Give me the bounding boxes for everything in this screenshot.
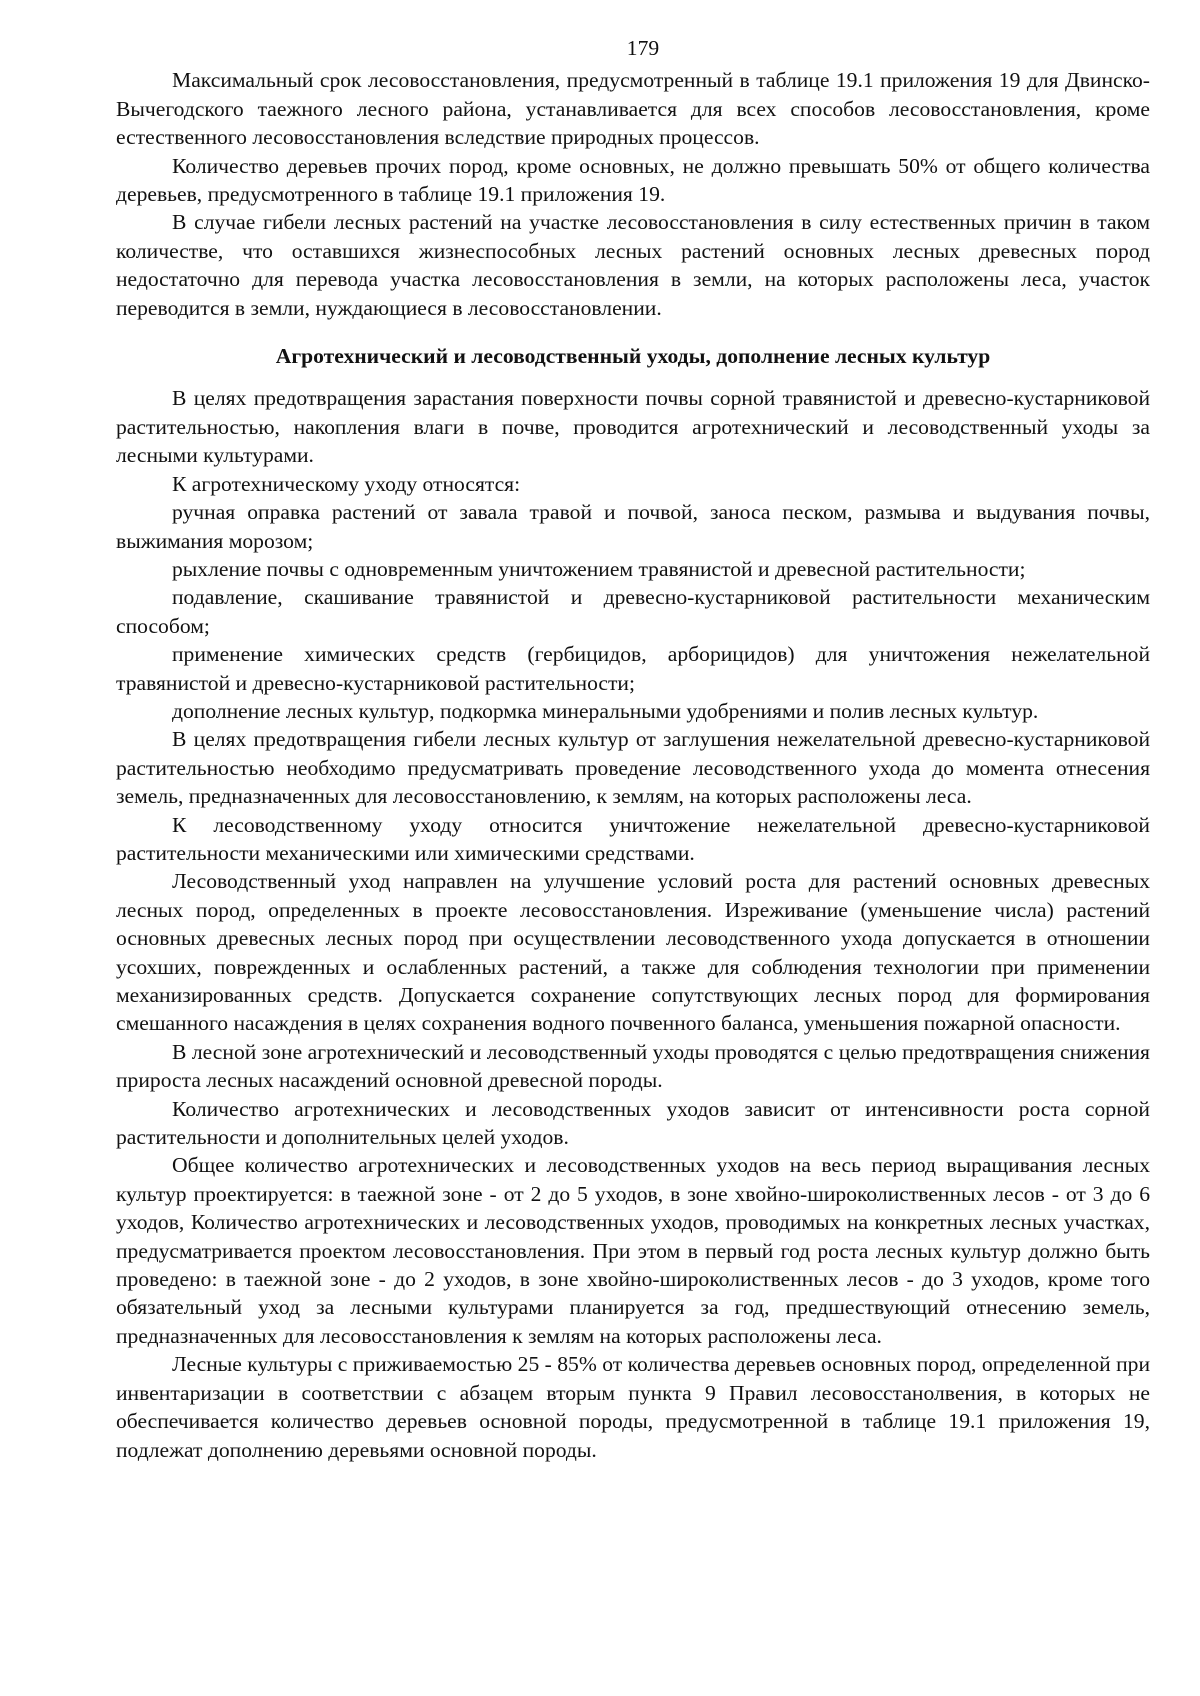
paragraph: Общее количество агротехнических и лесоводственных уходов на весь период выращивания лесных культур проектируется: в таежной зоне - от 2 до 5 уходов, в зоне хвойно-широколиственных лесов - от 3 до 6 уходов, Количество агротехнических и лесоводственных уходов, проводимых на конкретных лесных участках, предусматривается проектом лесовосстановления. При этом в первый год роста лесных культур должно быть проведено: в таежной зоне - до 2 уходов, в зоне хвойно-широколиственных лесов - до 3 уходов, кроме того обязательный уход за лесными культурами планируется за год, предшествующий отнесению земель, предназначенных для лесовосстановления к землям на которых расположены леса. bbox=[116, 1153, 1150, 1348]
paragraph: Количество деревьев прочих пород, кроме основных, не должно превышать 50% от общего количества деревьев, предусмотренного в таблице 19.1 приложения 19. bbox=[116, 153, 1150, 207]
list-item: ручная оправка растений от завала травой и почвой, заноса песком, размыва и выдувания почвы, выжимания морозом; bbox=[116, 500, 1150, 553]
paragraph: В лесной зоне агротехнический и лесоводственный уходы проводятся с целью предотвращения снижения прироста лесных насаждений основной древесной породы. bbox=[116, 1039, 1150, 1093]
list-item: дополнение лесных культур, подкормка минеральными удобрениями и полив лесных культур. bbox=[172, 698, 1039, 723]
paragraph: К лесоводственному уходу относится уничтожение нежелательной древесно-кустарниковой растительности механическими или химическими средствами. bbox=[116, 812, 1150, 865]
paragraph: Максимальный срок лесовосстановления, предусмотренный в таблице 19.1 приложения 19 для Двинско-Вычегодского таежного лесного района, устанавливается для всех способов лесовосстановления, кроме естественного лесовосстановления вследствие природных процессов. bbox=[116, 68, 1150, 150]
paragraph: Лесные культуры с приживаемостью 25 - 85% от количества деревьев основных пород, определенной при инвентаризации в соответствии с абзацем вторым пункта 9 Правил лесовосстанолвения, в которых не обеспечивается количество деревьев основной породы, предусмотренной в таблице 19.1 приложения 19, подлежат дополнению деревьями основной породы. bbox=[116, 1352, 1150, 1462]
paragraph: Лесоводственный уход направлен на улучшение условий роста для растений основных древесных лесных пород, определенных в проекте лесовосстановления. Изреживание (уменьшение числа) растений основных древесных лесных пород при осуществлении лесоводственного ухода допускается в отношении усохших, поврежденных и ослабленных растений, а также для соблюдения технологии при применении механизированных средств. Допускается сохранение сопутствующих лесных пород для формирования смешанного насаждения в целях сохранения водного почвенного баланса, уменьшения пожарной опасности. bbox=[116, 869, 1150, 1036]
page-number: 179 bbox=[626, 36, 660, 60]
document-page bbox=[116, 34, 1150, 1464]
paragraph: В целях предотвращения гибели лесных культур от заглушения нежелательной древесно-кустарниковой растительностью необходимо предусматривать проведение лесоводственного ухода до момента отнесения земель, предназначенных для лесовосстановлению, к землям, на которых расположены леса. bbox=[116, 727, 1150, 809]
list-item: подавление, скашивание травянистой и древесно-кустарниковой растительности механическим способом; bbox=[116, 585, 1150, 638]
paragraph: В случае гибели лесных растений на участке лесовосстановления в силу естественных причин в таком количестве, что оставшихся жизнеспособных лесных растений основных лесных древесных пород недостаточно для перевода участка лесовосстановления в земли, на которых расположены леса, участок переводится в земли, нуждающиеся в лесовосстановлении. bbox=[116, 210, 1150, 320]
list-item: применение химических средств (гербицидов, арборицидов) для уничтожения нежелательной травянистой и древесно-кустарниковой растительности; bbox=[116, 642, 1150, 695]
section-heading: Агротехнический и лесоводственный уходы, дополнение лесных культур bbox=[275, 344, 991, 369]
paragraph: Количество агротехнических и лесоводственных уходов зависит от интенсивности роста сорной растительности и дополнительных целей уходов. bbox=[116, 1096, 1150, 1150]
paragraph: В целях предотвращения зарастания поверхности почвы сорной травянистой и древесно-кустарниковой растительностью, накопления влаги в почве, проводится агротехнический и лесоводственный уходы за лесными культурами. bbox=[116, 386, 1150, 468]
list-item: рыхление почвы с одновременным уничтожением травянистой и древесной растительности; bbox=[172, 556, 1026, 581]
paragraph: К агротехническому уходу относятся: bbox=[172, 471, 521, 496]
